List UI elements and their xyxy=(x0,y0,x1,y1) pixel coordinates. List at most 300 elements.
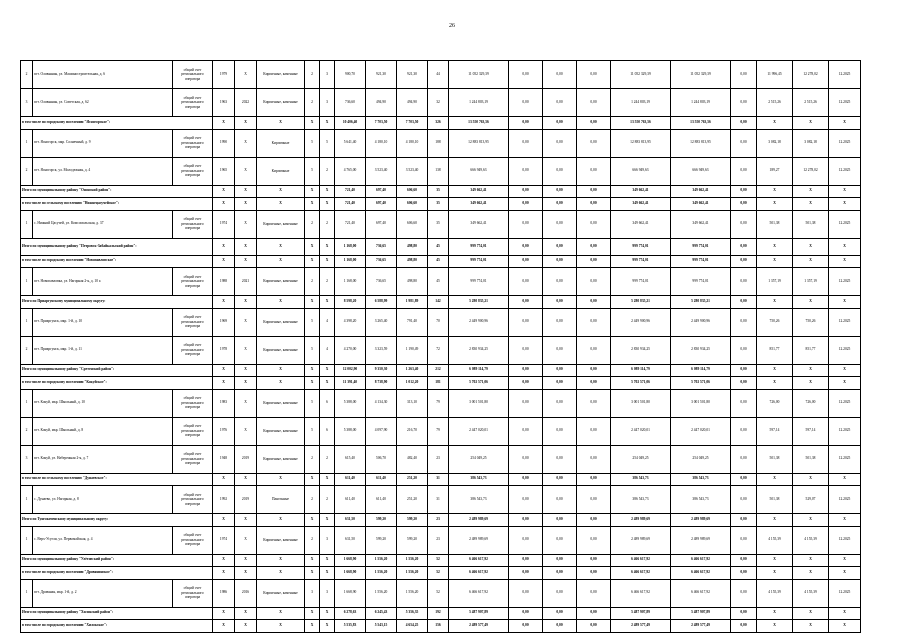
year-built-cell: 1988 xyxy=(213,268,235,296)
completion-date-cell: 12.2025 xyxy=(829,61,861,89)
premises-area-cell: 611,40 xyxy=(366,473,397,486)
completion-date-cell: Х xyxy=(829,185,861,198)
total-cost-cell: 6 466 617,92 xyxy=(449,579,509,607)
unit-cost-cell: Х xyxy=(757,514,793,527)
summary-label: в том числе по городскому поселению "Ясногорское": xyxy=(21,117,213,130)
year-built-cell: 1948 xyxy=(213,445,235,473)
completion-date-cell: Х xyxy=(829,514,861,527)
year-built-cell: 1992 xyxy=(213,486,235,514)
wall-material-cell: Кирпичные, каменные xyxy=(257,336,305,364)
fund-reform-cell: 0,00 xyxy=(509,157,543,185)
fund-reform-cell: 0,00 xyxy=(509,486,543,514)
year-repair-cell: Х xyxy=(235,554,257,567)
year-built-cell: Х xyxy=(213,620,235,633)
regional-budget-cell: 0,00 xyxy=(543,567,577,580)
premises-area-cell: 736,65 xyxy=(366,255,397,268)
premises-area-cell: 4 134,30 xyxy=(366,389,397,417)
year-built-cell: 1990 xyxy=(213,129,235,157)
other-funds-cell: 0,00 xyxy=(731,268,757,296)
total-cost-cell: 2 447 020,01 xyxy=(449,417,509,445)
total-area-cell: 631,50 xyxy=(335,514,366,527)
summary-label: Итого по муниципальному району "Улётовский район": xyxy=(21,554,213,567)
entrances-cell: 2 xyxy=(320,157,335,185)
max-unit-cost-cell: Х xyxy=(793,567,829,580)
other-funds-cell: 0,00 xyxy=(731,89,757,117)
summary-row xyxy=(21,377,861,390)
residents-cell: 45 xyxy=(428,268,449,296)
owners-funds-cell: 349 662,41 xyxy=(611,185,671,198)
other-funds-cell: 0,00 xyxy=(731,157,757,185)
floors-cell: Х xyxy=(305,198,320,211)
local-budget-cell: 0,00 xyxy=(577,486,611,514)
total-area-cell: 721,40 xyxy=(335,210,366,238)
regional-budget-cell: 0,00 xyxy=(543,526,577,554)
premises-area-cell: 697,40 xyxy=(366,198,397,211)
year-repair-cell: Х xyxy=(235,296,257,309)
total-cost-cell: 11 052 329,39 xyxy=(449,61,509,89)
local-budget-cell: 0,00 xyxy=(577,336,611,364)
floors-cell: 2 xyxy=(305,445,320,473)
completion-date-cell: 12.2025 xyxy=(829,308,861,336)
address-cell: пгт. Кокуй, мкр. Школьный, д. 8 xyxy=(33,417,173,445)
entrances-cell: 6 xyxy=(320,389,335,417)
address-cell: с. Верх-Усугли, ул. Первомайская, д. 4 xyxy=(33,526,173,554)
total-area-cell: 4 765,00 xyxy=(335,157,366,185)
entrances-cell: Х xyxy=(320,620,335,633)
owners-funds-cell: 386 543,73 xyxy=(611,473,671,486)
year-repair-cell: Х xyxy=(235,185,257,198)
residential-area-cell: 251,20 xyxy=(397,486,428,514)
row-number: 1 xyxy=(21,268,33,296)
owners-funds-total-cell: 1 244 803,19 xyxy=(671,89,731,117)
local-budget-cell: 0,00 xyxy=(577,526,611,554)
residential-area-cell: 4 654,25 xyxy=(397,620,428,633)
unit-cost-cell: 189,27 xyxy=(757,157,793,185)
other-funds-cell: 0,00 xyxy=(731,579,757,607)
residential-area-cell: 498,80 xyxy=(397,268,428,296)
year-repair-cell: Х xyxy=(235,336,257,364)
completion-date-cell: 12.2025 xyxy=(829,157,861,185)
unit-cost-cell: 501,38 xyxy=(757,445,793,473)
local-budget-cell: 0,00 xyxy=(577,255,611,268)
fund-reform-cell: 0,00 xyxy=(509,364,543,377)
local-budget-cell: 0,00 xyxy=(577,445,611,473)
unit-cost-cell: 2 515,26 xyxy=(757,89,793,117)
fund-cell: общий счет регионального оператора xyxy=(173,268,213,296)
local-budget-cell: 0,00 xyxy=(577,198,611,211)
local-budget-cell: 0,00 xyxy=(577,473,611,486)
total-area-cell: 5 535,83 xyxy=(335,620,366,633)
completion-date-cell: Х xyxy=(829,567,861,580)
floors-cell: Х xyxy=(305,554,320,567)
fund-cell: общий счет регионального оператора xyxy=(173,336,213,364)
regional-budget-cell: 0,00 xyxy=(543,336,577,364)
owners-funds-cell: 386 543,73 xyxy=(611,486,671,514)
entrances-cell: Х xyxy=(320,238,335,255)
entrances-cell: Х xyxy=(320,198,335,211)
total-area-cell: 721,40 xyxy=(335,185,366,198)
table-row xyxy=(21,389,861,417)
residents-cell: 52 xyxy=(428,567,449,580)
residents-cell: 156 xyxy=(428,620,449,633)
year-repair-cell: Х xyxy=(235,61,257,89)
residential-area-cell: 313,10 xyxy=(397,389,428,417)
residential-area-cell: 5 356,35 xyxy=(397,607,428,620)
total-cost-cell: 6 466 617,92 xyxy=(449,567,509,580)
other-funds-cell: 0,00 xyxy=(731,567,757,580)
residential-area-cell: 7 703,50 xyxy=(397,117,428,130)
year-repair-cell: Х xyxy=(235,198,257,211)
floors-cell: 2 xyxy=(305,526,320,554)
wall-material-cell: Х xyxy=(257,514,305,527)
table-row xyxy=(21,210,861,238)
year-repair-cell: 2022 xyxy=(235,89,257,117)
total-area-cell: 721,40 xyxy=(335,198,366,211)
floors-cell: Х xyxy=(305,185,320,198)
summary-label: в том числе по сельскому поселению "Дунаевское": xyxy=(21,473,213,486)
residents-cell: 212 xyxy=(428,364,449,377)
fund-reform-cell: 0,00 xyxy=(509,526,543,554)
entrances-cell: 2 xyxy=(320,445,335,473)
other-funds-cell: 0,00 xyxy=(731,210,757,238)
year-repair-cell: Х xyxy=(235,607,257,620)
total-cost-cell: 2 489 989,69 xyxy=(449,514,509,527)
residents-cell: 79 xyxy=(428,417,449,445)
regional-budget-cell: 0,00 xyxy=(543,238,577,255)
fund-reform-cell: 0,00 xyxy=(509,445,543,473)
summary-label: в том числе по городскому поселению "Хилокское": xyxy=(21,620,213,633)
wall-material-cell: Кирпичные xyxy=(257,129,305,157)
unit-cost-cell: Х xyxy=(757,364,793,377)
fund-reform-cell: 0,00 xyxy=(509,554,543,567)
entrances-cell: 4 xyxy=(320,308,335,336)
owners-funds-total-cell: 999 774,01 xyxy=(671,268,731,296)
wall-material-cell: Кирпичные, каменные xyxy=(257,445,305,473)
max-unit-cost-cell: 501,38 xyxy=(793,210,829,238)
total-area-cell: 4 398,20 xyxy=(335,308,366,336)
year-repair-cell: 2021 xyxy=(235,268,257,296)
owners-funds-cell: 6 466 617,92 xyxy=(611,567,671,580)
summary-label: Итого по Тунгокоченскому муниципальному округу: xyxy=(21,514,213,527)
total-cost-cell: 2 830 934,25 xyxy=(449,336,509,364)
total-cost-cell: 386 543,73 xyxy=(449,486,509,514)
owners-funds-cell: 2 449 900,96 xyxy=(611,308,671,336)
summary-label: Итого по муниципальному району "Петровск-Забайкальский район": xyxy=(21,238,213,255)
year-built-cell: Х xyxy=(213,117,235,130)
owners-funds-cell: 2 489 989,69 xyxy=(611,514,671,527)
floors-cell: 5 xyxy=(305,417,320,445)
entrances-cell: Х xyxy=(320,117,335,130)
owners-funds-total-cell: 2 830 934,25 xyxy=(671,336,731,364)
year-built-cell: 1969 xyxy=(213,308,235,336)
total-cost-cell: 349 662,41 xyxy=(449,185,509,198)
row-number: 2 xyxy=(21,417,33,445)
max-unit-cost-cell: 3 082,18 xyxy=(793,129,829,157)
wall-material-cell: Х xyxy=(257,238,305,255)
summary-label: в том числе по городскому поселению "Новопавловское": xyxy=(21,255,213,268)
total-cost-cell: 666 949,63 xyxy=(449,157,509,185)
residential-area-cell: 482,40 xyxy=(397,445,428,473)
wall-material-cell: Х xyxy=(257,607,305,620)
regional-budget-cell: 0,00 xyxy=(543,268,577,296)
completion-date-cell: 12.2025 xyxy=(829,89,861,117)
address-cell: с. Дунаево, ул. Нагорная, д. 8 xyxy=(33,486,173,514)
summary-row xyxy=(21,185,861,198)
floors-cell: Х xyxy=(305,296,320,309)
entrances-cell: 3 xyxy=(320,579,335,607)
year-built-cell: 1978 xyxy=(213,336,235,364)
completion-date-cell: 12.2025 xyxy=(829,526,861,554)
total-cost-cell: 3 001 501,80 xyxy=(449,389,509,417)
residents-cell: 72 xyxy=(428,336,449,364)
entrances-cell: Х xyxy=(320,185,335,198)
owners-funds-total-cell: 6 466 617,92 xyxy=(671,554,731,567)
entrances-cell: Х xyxy=(320,554,335,567)
year-built-cell: 1965 xyxy=(213,157,235,185)
total-area-cell: 10 406,40 xyxy=(335,117,366,130)
other-funds-cell: 0,00 xyxy=(731,620,757,633)
residential-area-cell: 791,40 xyxy=(397,308,428,336)
max-unit-cost-cell: Х xyxy=(793,238,829,255)
year-built-cell: Х xyxy=(213,473,235,486)
floors-cell: Х xyxy=(305,117,320,130)
owners-funds-total-cell: 5 702 571,06 xyxy=(671,377,731,390)
residents-cell: 192 xyxy=(428,607,449,620)
regional-budget-cell: 0,00 xyxy=(543,364,577,377)
floors-cell: Х xyxy=(305,620,320,633)
year-repair-cell: Х xyxy=(235,210,257,238)
address-cell: пгт. Оловянная, ул. Машиностроительная, д. 6 xyxy=(33,61,173,89)
residents-cell: 23 xyxy=(428,514,449,527)
summary-label: Итого по Приаргунскому муниципальному округу: xyxy=(21,296,213,309)
max-unit-cost-cell: Х xyxy=(793,185,829,198)
total-area-cell: 8 598,20 xyxy=(335,296,366,309)
premises-area-cell: 4 180,10 xyxy=(366,129,397,157)
max-unit-cost-cell: Х xyxy=(793,255,829,268)
summary-row xyxy=(21,554,861,567)
owners-funds-cell: 254 049,25 xyxy=(611,445,671,473)
regional-budget-cell: 0,00 xyxy=(543,579,577,607)
owners-funds-total-cell: 349 662,41 xyxy=(671,185,731,198)
fund-reform-cell: 0,00 xyxy=(509,567,543,580)
address-cell: пгт. Оловянная, ул. Советская, д. 62 xyxy=(33,89,173,117)
entrances-cell: 3 xyxy=(320,526,335,554)
address-cell: пгт. Дровяная, мкр. 1-й, д. 2 xyxy=(33,579,173,607)
residential-area-cell: 498,80 xyxy=(397,238,428,255)
regional-budget-cell: 0,00 xyxy=(543,417,577,445)
other-funds-cell: 0,00 xyxy=(731,417,757,445)
total-cost-cell: 999 774,01 xyxy=(449,238,509,255)
entrances-cell: 2 xyxy=(320,268,335,296)
total-area-cell: 1 668,90 xyxy=(335,579,366,607)
floors-cell: Х xyxy=(305,567,320,580)
floors-cell: Х xyxy=(305,607,320,620)
total-cost-cell: 13 550 763,56 xyxy=(449,117,509,130)
local-budget-cell: 0,00 xyxy=(577,238,611,255)
unit-cost-cell: 851,77 xyxy=(757,336,793,364)
unit-cost-cell: Х xyxy=(757,296,793,309)
regional-budget-cell: 0,00 xyxy=(543,185,577,198)
other-funds-cell: 0,00 xyxy=(731,129,757,157)
total-area-cell: 900,70 xyxy=(335,61,366,89)
completion-date-cell: Х xyxy=(829,364,861,377)
summary-row xyxy=(21,567,861,580)
summary-label: Итого по муниципальному району "Хилокский район": xyxy=(21,607,213,620)
floors-cell: 5 xyxy=(305,129,320,157)
local-budget-cell: 0,00 xyxy=(577,579,611,607)
owners-funds-total-cell: 6 089 114,79 xyxy=(671,364,731,377)
floors-cell: Х xyxy=(305,473,320,486)
fund-cell: общий счет регионального оператора xyxy=(173,157,213,185)
total-area-cell: 736,60 xyxy=(335,89,366,117)
year-repair-cell: Х xyxy=(235,473,257,486)
wall-material-cell: Кирпичные, каменные xyxy=(257,417,305,445)
floors-cell: 3 xyxy=(305,579,320,607)
unit-cost-cell: 11 996,45 xyxy=(757,61,793,89)
max-unit-cost-cell: 529,07 xyxy=(793,486,829,514)
premises-area-cell: 3 523,40 xyxy=(366,157,397,185)
entrances-cell: 5 xyxy=(320,129,335,157)
max-unit-cost-cell: 12 278,02 xyxy=(793,61,829,89)
fund-cell: общий счет регионального оператора xyxy=(173,129,213,157)
total-cost-cell: 2 449 900,96 xyxy=(449,308,509,336)
owners-funds-total-cell: 5 280 835,21 xyxy=(671,296,731,309)
unit-cost-cell: 501,38 xyxy=(757,486,793,514)
year-repair-cell: Х xyxy=(235,526,257,554)
owners-funds-cell: 999 774,01 xyxy=(611,268,671,296)
floors-cell: 2 xyxy=(305,61,320,89)
unit-cost-cell: 1 357,19 xyxy=(757,268,793,296)
capital-repair-register-table xyxy=(20,60,861,633)
premises-area-cell: 697,40 xyxy=(366,210,397,238)
owners-funds-cell: 2 489 989,69 xyxy=(611,526,671,554)
total-cost-cell: 999 774,01 xyxy=(449,255,509,268)
residential-area-cell: 251,20 xyxy=(397,473,428,486)
local-budget-cell: 0,00 xyxy=(577,61,611,89)
row-number: 1 xyxy=(21,579,33,607)
wall-material-cell: Кирпичные, каменные xyxy=(257,89,305,117)
other-funds-cell: 0,00 xyxy=(731,308,757,336)
year-built-cell: 1976 xyxy=(213,417,235,445)
fund-reform-cell: 0,00 xyxy=(509,377,543,390)
total-cost-cell: 12 883 813,95 xyxy=(449,129,509,157)
max-unit-cost-cell: 726,00 xyxy=(793,389,829,417)
max-unit-cost-cell: Х xyxy=(793,377,829,390)
owners-funds-total-cell: 999 774,01 xyxy=(671,238,731,255)
owners-funds-cell: 2 830 934,25 xyxy=(611,336,671,364)
owners-funds-cell: 5 487 907,89 xyxy=(611,607,671,620)
premises-area-cell: 6 245,43 xyxy=(366,607,397,620)
year-built-cell: Х xyxy=(213,607,235,620)
other-funds-cell: 0,00 xyxy=(731,526,757,554)
year-built-cell: Х xyxy=(213,238,235,255)
summary-label: в том числе по городскому поселению "Дровянинское": xyxy=(21,567,213,580)
owners-funds-total-cell: 13 550 763,56 xyxy=(671,117,731,130)
year-repair-cell: 2016 xyxy=(235,579,257,607)
total-area-cell: 4 270,00 xyxy=(335,336,366,364)
fund-cell: общий счет регионального оператора xyxy=(173,486,213,514)
fund-cell: общий счет регионального оператора xyxy=(173,61,213,89)
other-funds-cell: 0,00 xyxy=(731,61,757,89)
entrances-cell: Х xyxy=(320,296,335,309)
residents-cell: 45 xyxy=(428,255,449,268)
max-unit-cost-cell: 4 155,39 xyxy=(793,526,829,554)
owners-funds-cell: 349 662,41 xyxy=(611,198,671,211)
max-unit-cost-cell: 597,14 xyxy=(793,417,829,445)
premises-area-cell: 4 097,90 xyxy=(366,417,397,445)
fund-reform-cell: 0,00 xyxy=(509,61,543,89)
other-funds-cell: 0,00 xyxy=(731,486,757,514)
unit-cost-cell: 501,38 xyxy=(757,210,793,238)
residential-area-cell: 1 263,40 xyxy=(397,364,428,377)
wall-material-cell: Кирпичные, каменные xyxy=(257,308,305,336)
completion-date-cell: Х xyxy=(829,198,861,211)
other-funds-cell: 0,00 xyxy=(731,514,757,527)
premises-area-cell: 599,20 xyxy=(366,526,397,554)
unit-cost-cell: 726,00 xyxy=(757,389,793,417)
total-cost-cell: 6 089 114,79 xyxy=(449,364,509,377)
summary-row xyxy=(21,238,861,255)
other-funds-cell: 0,00 xyxy=(731,389,757,417)
owners-funds-cell: 666 949,63 xyxy=(611,157,671,185)
unit-cost-cell: 4 155,39 xyxy=(757,526,793,554)
fund-cell: общий счет регионального оператора xyxy=(173,417,213,445)
local-budget-cell: 0,00 xyxy=(577,296,611,309)
unit-cost-cell: Х xyxy=(757,620,793,633)
regional-budget-cell: 0,00 xyxy=(543,514,577,527)
floors-cell: 5 xyxy=(305,157,320,185)
local-budget-cell: 0,00 xyxy=(577,210,611,238)
other-funds-cell: 0,00 xyxy=(731,238,757,255)
other-funds-cell: 0,00 xyxy=(731,198,757,211)
local-budget-cell: 0,00 xyxy=(577,129,611,157)
row-number: 1 xyxy=(21,129,33,157)
entrances-cell: Х xyxy=(320,514,335,527)
premises-area-cell: 494,90 xyxy=(366,89,397,117)
fund-reform-cell: 0,00 xyxy=(509,129,543,157)
wall-material-cell: Х xyxy=(257,185,305,198)
year-repair-cell: Х xyxy=(235,238,257,255)
max-unit-cost-cell: 750,26 xyxy=(793,308,829,336)
premises-area-cell: 1 556,20 xyxy=(366,554,397,567)
regional-budget-cell: 0,00 xyxy=(543,554,577,567)
unit-cost-cell: Х xyxy=(757,377,793,390)
entrances-cell: 6 xyxy=(320,417,335,445)
floors-cell: Х xyxy=(305,255,320,268)
premises-area-cell: 611,40 xyxy=(366,486,397,514)
address-cell: пгт. Ясногорск, мкр. Солнечный, д. 9 xyxy=(33,129,173,157)
max-unit-cost-cell: Х xyxy=(793,198,829,211)
floors-cell: Х xyxy=(305,238,320,255)
entrances-cell: Х xyxy=(320,473,335,486)
unit-cost-cell: Х xyxy=(757,473,793,486)
completion-date-cell: 12.2025 xyxy=(829,579,861,607)
table-row xyxy=(21,129,861,157)
entrances-cell: Х xyxy=(320,567,335,580)
premises-area-cell: 599,20 xyxy=(366,514,397,527)
year-built-cell: 1974 xyxy=(213,526,235,554)
address-cell: с. Нижний Цасучей, ул. Комсомольская, д. 37 xyxy=(33,210,173,238)
table-row xyxy=(21,336,861,364)
year-repair-cell: Х xyxy=(235,308,257,336)
wall-material-cell: Х xyxy=(257,473,305,486)
unit-cost-cell: 597,14 xyxy=(757,417,793,445)
entrances-cell: 2 xyxy=(320,210,335,238)
fund-reform-cell: 0,00 xyxy=(509,198,543,211)
floors-cell: 5 xyxy=(305,308,320,336)
premises-area-cell: 1 556,20 xyxy=(366,579,397,607)
owners-funds-cell: 11 052 329,39 xyxy=(611,61,671,89)
